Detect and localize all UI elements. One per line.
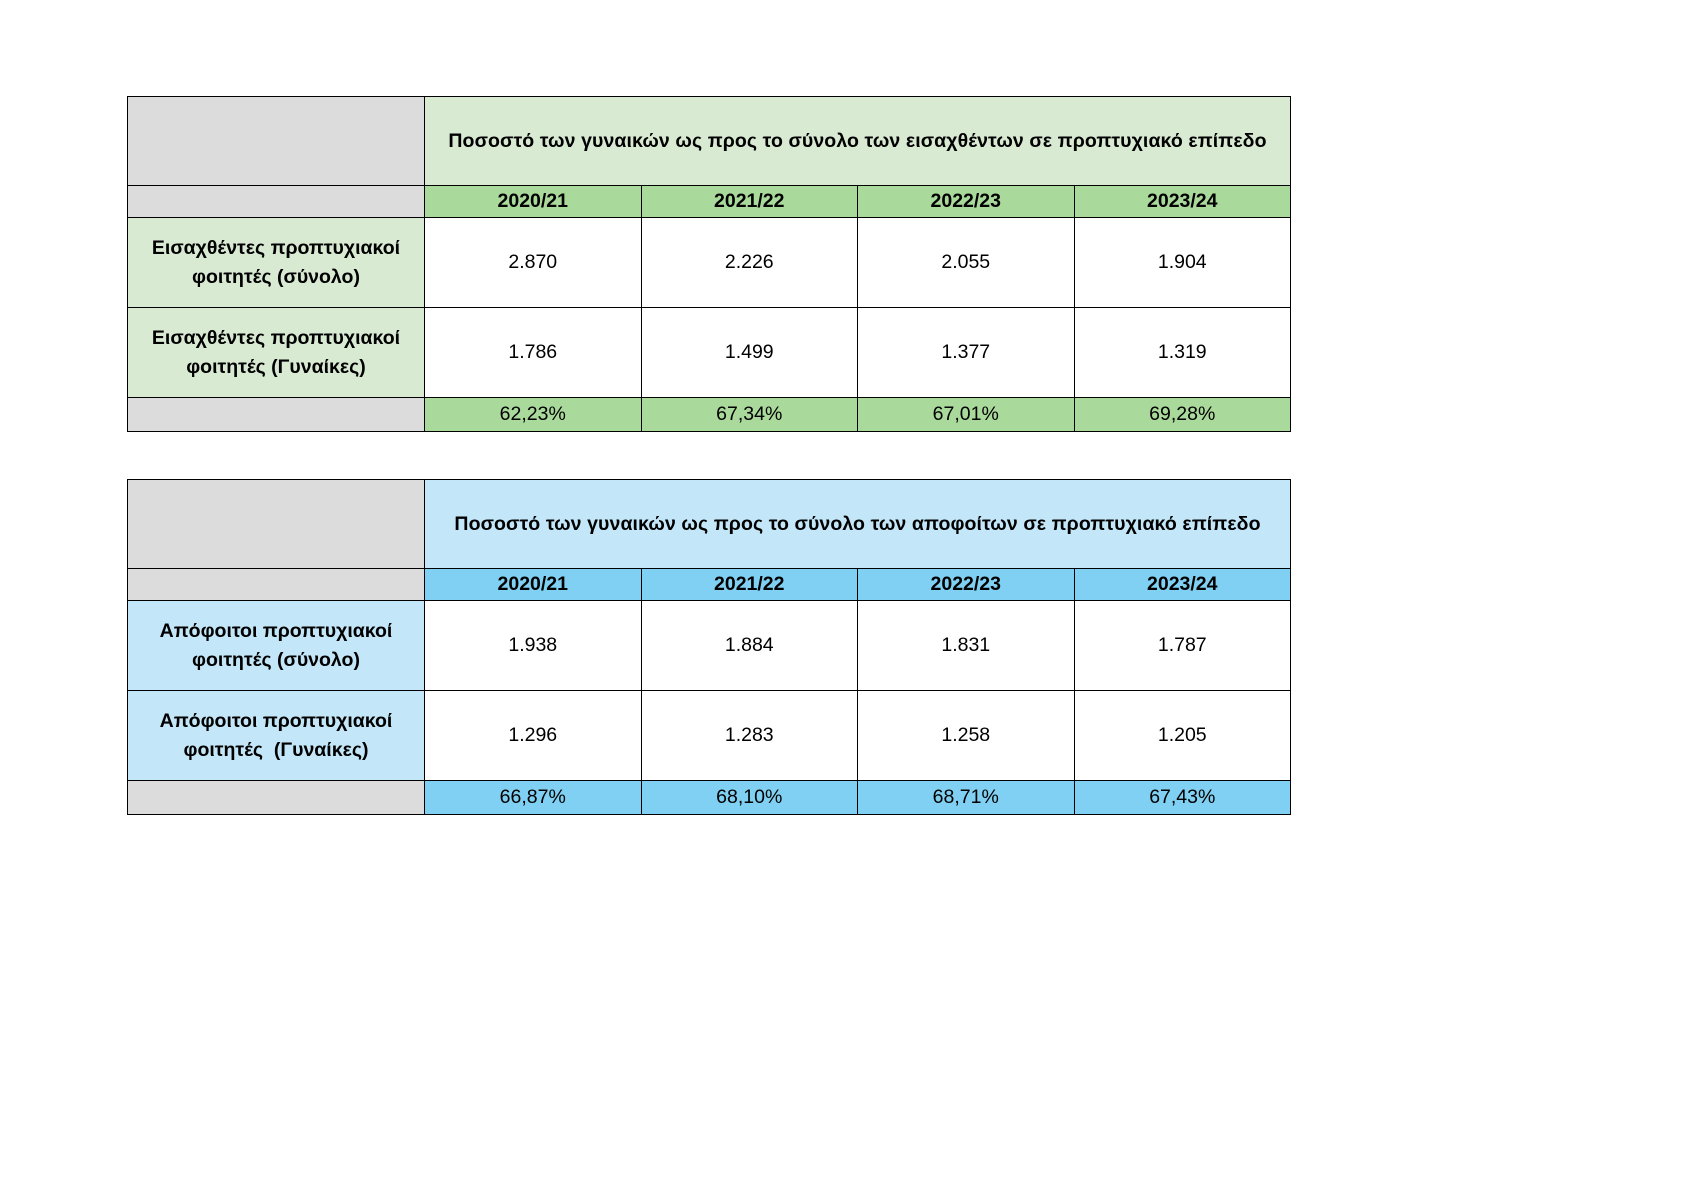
row-label-line-1: Εισαχθέντες προπτυχιακοί xyxy=(151,327,401,350)
column-header-year-1: 2020/21 xyxy=(425,569,642,601)
row-label-line-2: φοιτητές (σύνολο) xyxy=(192,265,360,288)
cell-admitted-total-2021: 2.226 xyxy=(641,218,858,308)
column-header-year-4: 2023/24 xyxy=(1074,569,1291,601)
cell-admitted-women-2022: 1.377 xyxy=(858,308,1075,398)
percent-row-label xyxy=(128,398,425,432)
row-label-line-2: φοιτητές (σύνολο) xyxy=(192,648,360,671)
row-label-line-1: Απόφοιτοι προπτυχιακοί xyxy=(159,620,393,643)
cell-admitted-percent-2022: 67,01% xyxy=(858,398,1075,432)
table-row-years xyxy=(128,569,1291,601)
column-header-year-2: 2021/22 xyxy=(641,569,858,601)
cell-admitted-percent-2021: 67,34% xyxy=(641,398,858,432)
column-header-year-3: 2022/23 xyxy=(858,186,1075,218)
table-row-percent xyxy=(128,398,1291,432)
cell-graduates-percent-2020: 66,87% xyxy=(425,781,642,815)
cell-graduates-percent-2021: 68,10% xyxy=(641,781,858,815)
row-label-admitted-total xyxy=(128,218,425,308)
table-row xyxy=(128,308,1291,398)
row-label-line-2: φοιτητές (Γυναίκες) xyxy=(183,738,369,761)
corner-cell-years xyxy=(128,569,425,601)
table-title-admitted: Ποσοστό των γυναικών ως προς το σύνολο των εισαχθέντων σε προπτυχιακό επίπεδο xyxy=(425,97,1291,186)
cell-graduates-percent-2022: 68,71% xyxy=(858,781,1075,815)
column-header-year-3: 2022/23 xyxy=(858,569,1075,601)
table-row-years xyxy=(128,186,1291,218)
row-label-line-1: Εισαχθέντες προπτυχιακοί xyxy=(151,237,401,260)
column-header-year-1: 2020/21 xyxy=(425,186,642,218)
cell-admitted-women-2023: 1.319 xyxy=(1074,308,1291,398)
table-graduates-wrapper xyxy=(127,479,1291,815)
table-graduates xyxy=(127,479,1291,815)
cell-graduates-total-2022: 1.831 xyxy=(858,601,1075,691)
corner-cell xyxy=(128,97,425,186)
cell-graduates-women-2021: 1.283 xyxy=(641,691,858,781)
row-label-graduates-women xyxy=(128,691,425,781)
cell-admitted-women-2020: 1.786 xyxy=(425,308,642,398)
table-row-banner xyxy=(128,97,1291,186)
table-row xyxy=(128,601,1291,691)
column-header-year-4: 2023/24 xyxy=(1074,186,1291,218)
table-row xyxy=(128,218,1291,308)
table-admitted-wrapper xyxy=(127,96,1291,432)
table-title-graduates: Ποσοστό των γυναικών ως προς το σύνολο των αποφοίτων σε προπτυχιακό επίπεδο xyxy=(425,480,1291,569)
cell-graduates-total-2020: 1.938 xyxy=(425,601,642,691)
row-label-admitted-women xyxy=(128,308,425,398)
column-header-year-2: 2021/22 xyxy=(641,186,858,218)
cell-graduates-women-2020: 1.296 xyxy=(425,691,642,781)
cell-graduates-total-2021: 1.884 xyxy=(641,601,858,691)
cell-admitted-percent-2020: 62,23% xyxy=(425,398,642,432)
cell-admitted-percent-2023: 69,28% xyxy=(1074,398,1291,432)
corner-cell-years xyxy=(128,186,425,218)
percent-row-label xyxy=(128,781,425,815)
row-label-graduates-total xyxy=(128,601,425,691)
cell-admitted-total-2023: 1.904 xyxy=(1074,218,1291,308)
cell-admitted-total-2020: 2.870 xyxy=(425,218,642,308)
corner-cell xyxy=(128,480,425,569)
cell-graduates-women-2023: 1.205 xyxy=(1074,691,1291,781)
table-row xyxy=(128,691,1291,781)
cell-graduates-women-2022: 1.258 xyxy=(858,691,1075,781)
table-admitted xyxy=(127,96,1291,432)
cell-graduates-total-2023: 1.787 xyxy=(1074,601,1291,691)
table-row-banner xyxy=(128,480,1291,569)
row-label-line-2: φοιτητές (Γυναίκες) xyxy=(186,355,366,378)
table-row-percent xyxy=(128,781,1291,815)
row-label-line-1: Απόφοιτοι προπτυχιακοί xyxy=(159,710,393,733)
cell-admitted-women-2021: 1.499 xyxy=(641,308,858,398)
cell-admitted-total-2022: 2.055 xyxy=(858,218,1075,308)
cell-graduates-percent-2023: 67,43% xyxy=(1074,781,1291,815)
